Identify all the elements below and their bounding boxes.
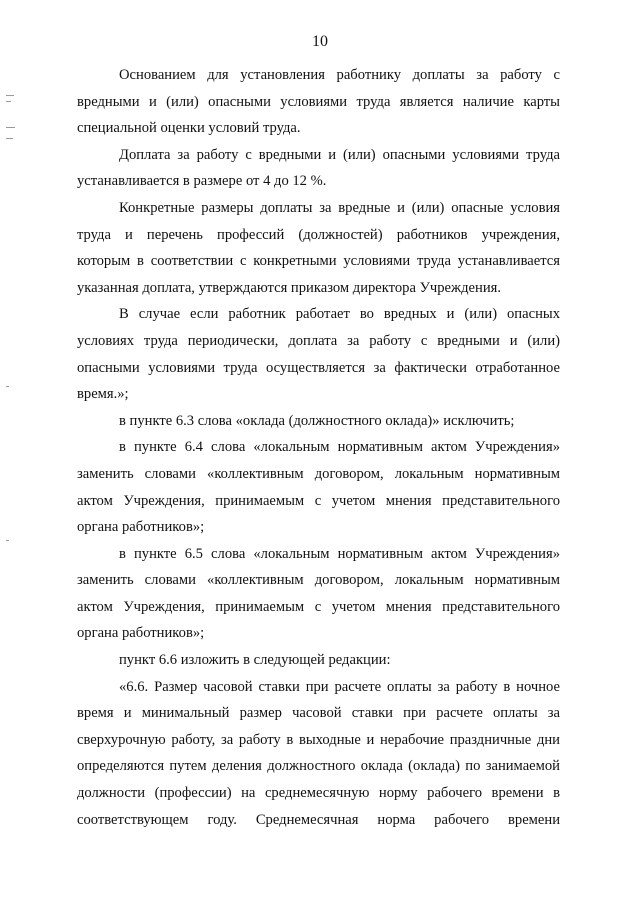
text-line: указанная доплата, утверждаются приказом директора Учреждения. bbox=[77, 279, 502, 296]
text-line: органа работников»; bbox=[77, 519, 205, 536]
text-line: специальной оценки условий труда. bbox=[77, 120, 301, 137]
text-line: актом Учреждения, принимаемым с учетом мнения представительного bbox=[77, 492, 560, 509]
text-line: В случае если работник работает во вредных и (или) опасных bbox=[119, 306, 560, 323]
text-line: устанавливается в размере от 4 до 12 %. bbox=[77, 173, 327, 190]
text-line: Доплата за работу с вредными и (или) опасными условиями труда bbox=[119, 146, 560, 163]
text-line: соответствующем году. Среднемесячная норма рабочего времени bbox=[77, 811, 560, 828]
text-line: сверхурочную работу, за работу в выходные и нерабочие праздничные дни bbox=[77, 731, 560, 748]
paragraph-clause-6-6-text bbox=[77, 674, 560, 834]
paragraph-sout-basis bbox=[77, 62, 560, 142]
text-line: время.»; bbox=[77, 386, 129, 403]
text-line: должности (профессии) на среднемесячную норму рабочего времени в bbox=[77, 785, 560, 802]
text-line: труда и перечень профессий (должностей) работников учреждения, bbox=[77, 226, 560, 243]
scan-mark bbox=[6, 127, 15, 128]
text-line: «6.6. Размер часовой ставки при расчете оплаты за работу в ночное bbox=[119, 678, 560, 695]
scan-mark bbox=[6, 540, 9, 541]
paragraph-clause-6-3 bbox=[77, 408, 560, 435]
left-margin-scan-marks bbox=[6, 0, 26, 905]
paragraph-clause-6-5 bbox=[77, 541, 560, 647]
paragraph-surcharge-amount bbox=[77, 142, 560, 195]
paragraph-clause-6-6-intro bbox=[77, 647, 560, 674]
scan-mark bbox=[6, 101, 11, 102]
text-line: органа работников»; bbox=[77, 625, 205, 642]
text-line: в пункте 6.4 слова «локальным нормативным актом Учреждения» bbox=[119, 439, 560, 456]
text-line: условиях труда периодически, доплата за работу с вредными и (или) bbox=[77, 332, 560, 349]
document-body bbox=[77, 62, 560, 833]
text-line: заменить словами «коллективным договором, локальным нормативным bbox=[77, 465, 560, 482]
paragraph-specific-amounts bbox=[77, 195, 560, 301]
paragraph-periodic-work bbox=[77, 301, 560, 407]
text-line: Конкретные размеры доплаты за вредные и (или) опасные условия bbox=[119, 199, 560, 216]
text-line: актом Учреждения, принимаемым с учетом мнения представительного bbox=[77, 598, 560, 615]
text-line: опасными условиями труда осуществляется за фактически отработанное bbox=[77, 359, 560, 376]
text-line: пункт 6.6 изложить в следующей редакции: bbox=[119, 652, 391, 669]
scan-mark bbox=[6, 386, 9, 387]
text-line: заменить словами «коллективным договором, локальным нормативным bbox=[77, 572, 560, 589]
text-line: время и минимальный размер часовой ставки при расчете оплаты за bbox=[77, 705, 560, 722]
page-number: 10 bbox=[312, 33, 328, 50]
text-line: Основанием для установления работнику доплаты за работу с bbox=[119, 67, 560, 83]
text-line: определяются путем деления должностного оклада (оклада) по занимаемой bbox=[77, 758, 560, 775]
text-line: в пункте 6.5 слова «локальным нормативным актом Учреждения» bbox=[119, 545, 560, 562]
text-line: вредными и (или) опасными условиями труда является наличие карты bbox=[77, 93, 560, 110]
text-line: которым в соответствии с конкретными условиями труда устанавливается bbox=[77, 253, 560, 270]
text-line: в пункте 6.3 слова «оклада (должностного оклада)» исключить; bbox=[119, 412, 515, 429]
scan-mark bbox=[6, 95, 14, 96]
paragraph-clause-6-4 bbox=[77, 434, 560, 540]
scan-mark bbox=[6, 138, 13, 139]
